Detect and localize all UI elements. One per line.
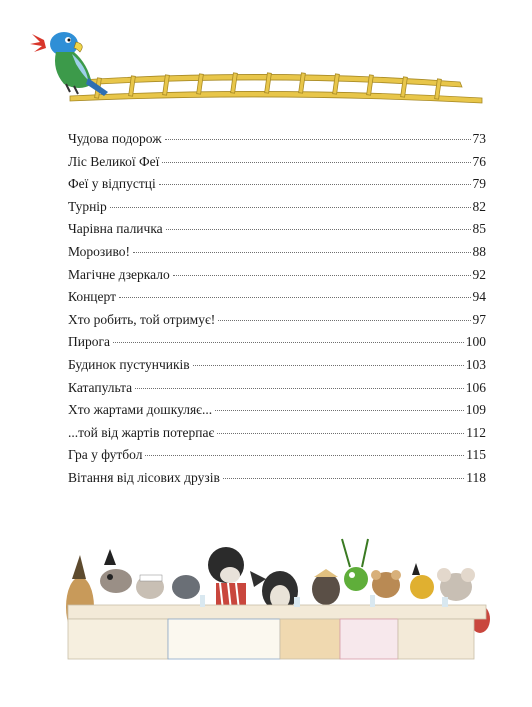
toc-entry-title: Концерт [68,289,116,305]
toc-dot-leader [217,433,464,434]
toc-entry-title: Будинок пустунчиків [68,356,190,372]
toc-entry-title: Чарівна паличка [68,221,163,237]
toc-entry-page: 109 [465,402,486,418]
toc-entry-title: Ліс Великої Феї [68,153,160,169]
toc-entry-page: 115 [466,447,486,463]
toc-entry-page: 106 [465,379,486,395]
toc-entry-title: Чудова подорож [68,131,162,146]
toc-dot-leader [110,207,471,208]
toc-entry[interactable] [68,289,486,312]
toc-entry[interactable] [68,357,486,380]
toc-dot-leader [159,184,471,185]
toc-dot-leader [193,365,464,366]
toc-dot-leader [133,252,470,253]
toc-entry[interactable] [68,199,486,222]
toc-entry-page: 76 [472,153,486,169]
toc-entry-title: ...той від жартів потерпає [68,424,215,440]
toc-dot-leader [135,388,464,389]
toc-dot-leader [215,410,464,411]
toc-entry-page: 85 [472,221,486,237]
toc-entry-title: Гра у футбол [68,447,143,463]
toc-entry[interactable] [68,312,486,335]
toc-entry-title: Феї у відпустці [68,176,156,192]
toc-entry-page: 103 [465,356,486,372]
toc-entry-title: Хто жартами дошкуляє... [68,402,213,418]
toc-dot-leader [173,275,471,276]
toc-dot-leader [145,455,464,456]
toc-entry[interactable] [68,267,486,290]
toc-dot-leader [119,297,471,298]
toc-entry-title: Пирога [68,334,111,350]
toc-entry-page: 100 [465,334,486,350]
toc-entry-page: 82 [472,198,486,214]
animals-banquet-icon [50,535,498,665]
toc-dot-leader [166,229,471,230]
parrot-ladder-icon [30,18,490,110]
toc-dot-leader [223,478,464,479]
toc-entry-page: 79 [472,176,486,192]
toc-entry-page: 97 [472,311,486,327]
toc-entry[interactable] [68,425,486,448]
toc-entry[interactable] [68,221,486,244]
toc-entry-title: Катапульта [68,379,133,395]
toc-entry-title: Турнір [68,198,107,214]
toc-entry[interactable] [68,244,486,267]
toc-entry[interactable] [68,380,486,403]
toc-dot-leader [218,320,470,321]
toc-entry-page: 92 [472,266,486,282]
toc-entry-page: 118 [466,469,486,485]
toc-entry[interactable] [68,154,486,177]
toc-entry-page: 73 [472,131,486,146]
toc-entry-page: 112 [466,424,486,440]
toc-dot-leader [162,162,470,163]
toc-entry-title: Хто робить, той отримує! [68,311,216,327]
toc-entry-page: 88 [472,243,486,259]
toc-entry-title: Магічне дзеркало [68,266,170,282]
toc-dot-leader [113,342,464,343]
toc-entry-page: 94 [472,289,486,305]
toc-dot-leader [165,139,471,140]
toc-entry-title: Вітання від лісових друзів [68,469,220,485]
toc-entry[interactable] [68,176,486,199]
toc-entry[interactable] [68,334,486,357]
table-of-contents [68,131,486,493]
toc-entry[interactable] [68,131,486,154]
toc-entry[interactable] [68,470,486,493]
toc-entry[interactable] [68,402,486,425]
toc-entry[interactable] [68,447,486,470]
toc-entry-title: Морозиво! [68,243,131,259]
